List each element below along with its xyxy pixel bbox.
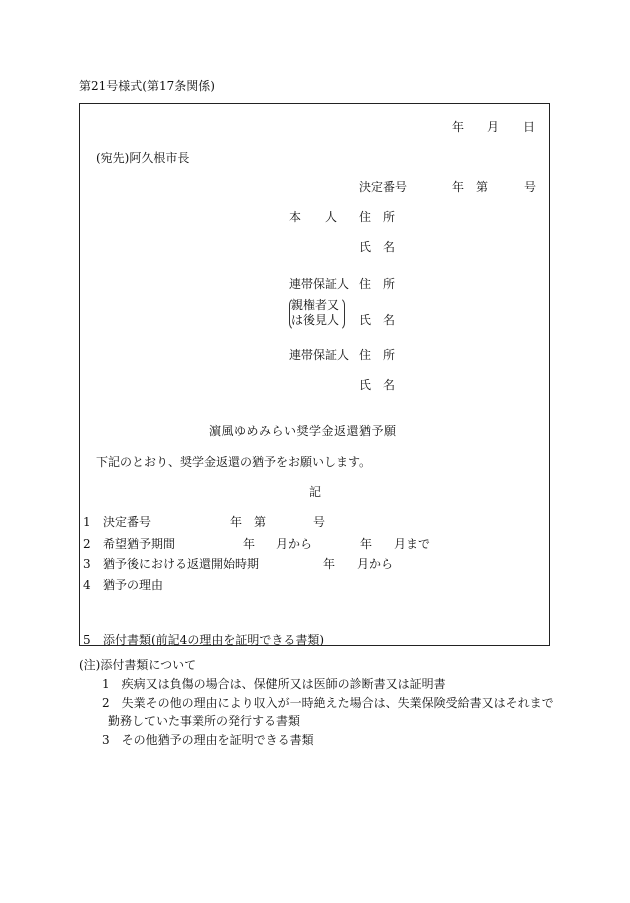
item2-month-to: 月まで — [394, 537, 431, 551]
item3-number: 3 — [83, 557, 91, 571]
applicant-name-label: 氏 名 — [359, 240, 396, 254]
item4-number: 4 — [83, 578, 91, 592]
item3-label: 猶予後における返還開始時期 — [103, 557, 260, 571]
addressee: (宛先)阿久根市長 — [96, 151, 190, 165]
note3: 3 その他猶予の理由を証明できる書類 — [102, 733, 314, 747]
note2-line2: 勤務していた事業所の発行する書類 — [108, 714, 301, 728]
applicant-label: 本 人 — [289, 210, 338, 224]
notes-heading: (注)添付書類について — [79, 658, 197, 672]
intro-text: 下記のとおり、奨学金返還の猶予をお願いします。 — [96, 455, 372, 469]
item2-year-from: 年 — [243, 537, 256, 551]
item4-label: 猶予の理由 — [103, 578, 164, 592]
note1: 1 疾病又は負傷の場合は、保健所又は医師の診断書又は証明書 — [102, 677, 446, 691]
item2-month-from: 月から — [276, 537, 313, 551]
item2-label: 希望猶予期間 — [103, 537, 176, 551]
ki-heading: 記 — [309, 485, 322, 499]
guarantor1-name-label: 氏 名 — [359, 313, 396, 327]
decision-number-label: 決定番号 — [359, 180, 408, 194]
guarantor2-name-label: 氏 名 — [359, 378, 396, 392]
guarantor1-label: 連帯保証人 — [289, 277, 350, 291]
item3-year: 年 — [323, 557, 336, 571]
date-month: 月 — [487, 120, 500, 134]
guarantor1-address-label: 住 所 — [359, 277, 396, 291]
note2-line1: 2 失業その他の理由により収入が一時絶えた場合は、失業保険受給書又はそれまで — [102, 696, 554, 710]
item1-label: 決定番号 — [103, 515, 152, 529]
item3-month: 月から — [357, 557, 394, 571]
form-number: 第21号様式(第17条関係) — [79, 79, 215, 93]
date-year: 年 — [452, 120, 465, 134]
kinsman-line2: は後見人 — [291, 313, 340, 327]
item5-label: 添付書類(前記4の理由を証明できる書類) — [103, 633, 324, 647]
item2-year-to: 年 — [360, 537, 373, 551]
item1-number: 1 — [83, 515, 91, 529]
item1-year: 年 — [230, 515, 243, 529]
item2-number: 2 — [83, 537, 91, 551]
guarantor2-address-label: 住 所 — [359, 348, 396, 362]
item1-dai: 第 — [254, 515, 267, 529]
decision-number-dai: 第 — [476, 180, 489, 194]
date-day: 日 — [523, 120, 536, 134]
applicant-address-label: 住 所 — [359, 210, 396, 224]
item5-number: 5 — [83, 633, 91, 647]
item1-go: 号 — [313, 515, 326, 529]
guarantor2-label: 連帯保証人 — [289, 348, 350, 362]
kinsman-alt-label — [291, 298, 339, 328]
document-title: 濵風ゆめみらい奨学金返還猶予願 — [209, 424, 397, 438]
decision-number-year: 年 — [452, 180, 465, 194]
decision-number-go: 号 — [524, 180, 537, 194]
kinsman-line1: 親権者又 — [291, 298, 340, 312]
